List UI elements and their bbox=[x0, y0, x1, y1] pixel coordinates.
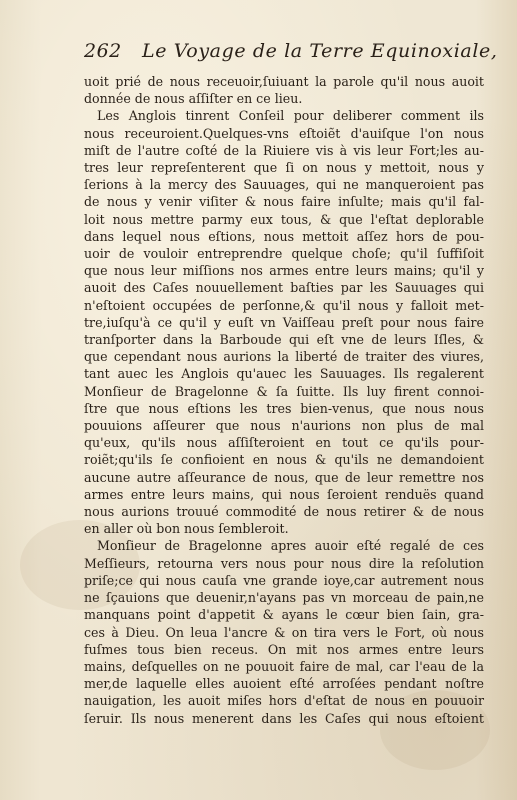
text-line: pouuions aſſeurer que nous n'aurions non plus de mal bbox=[84, 418, 484, 434]
text-line: Monſieur de Bragelonne & ſa ſuitte. Ils luy firent connoi- bbox=[84, 383, 484, 399]
text-line: priſe;ce qui nous cauſa vne grande ioye,car autrement nous bbox=[84, 572, 484, 588]
text-line: qu'eux, qu'ils nous aſſiſteroient en tout ce qu'ils pour- bbox=[84, 435, 484, 451]
text-line: Monſieur de Bragelonne apres auoir eſté regalé de ces bbox=[97, 538, 484, 554]
text-line: nauigation, les auoit miſes hors d'eſtat de nous en pouuoir bbox=[84, 693, 484, 709]
text-line: en aller où bon nous ſembleroit. bbox=[84, 521, 289, 537]
text-line: ſeruir. Ils nous menerent dans les Caſes qui nous eſtoient bbox=[84, 710, 484, 726]
text-line: nous receuroient.Quelques-vns eſtoiẽt d'auiſque l'on nous bbox=[84, 125, 484, 141]
text-line: tranſporter dans la Barboude qui eſt vne de leurs Iſles, & bbox=[84, 332, 484, 348]
paragraph bbox=[84, 107, 484, 537]
text-line: fuſmes tous bien receus. On mit nos armes entre leurs bbox=[84, 641, 484, 657]
text-line: mains, deſquelles on ne pouuoit faire de mal, car l'eau de la bbox=[84, 658, 484, 674]
page-header bbox=[84, 40, 498, 66]
text-line: armes entre leurs mains, qui nous ſeroient renduës quand bbox=[84, 486, 484, 502]
text-line: que nous leur miſſions nos armes entre leurs mains; qu'il y bbox=[84, 263, 484, 279]
body-text bbox=[84, 73, 484, 727]
text-line: que cependant nous aurions la liberté de traiter des viures, bbox=[84, 349, 484, 365]
text-line: manquans point d'appetit & ayans le cœur bien ſain, gra- bbox=[84, 607, 484, 623]
text-line: uoit prié de nous receuoir,ſuiuant la parole qu'il nous auoit bbox=[84, 74, 484, 89]
text-line: tant auec les Anglois qu'auec les Sauuages. Ils regalerent bbox=[84, 366, 484, 382]
paragraph bbox=[84, 73, 484, 107]
text-line: loit nous mettre parmy eux tous, & que l'eſtat deplorable bbox=[84, 211, 484, 227]
text-line: dans lequel nous eſtions, nous mettoit aſſez hors de pou- bbox=[84, 228, 484, 244]
text-line: mer,de laquelle elles auoient eſté arroſées pendant noſtre bbox=[84, 676, 484, 692]
text-line: uoir de vouloir entreprendre quelque choſe; qu'il ſuffiſoit bbox=[84, 246, 484, 262]
text-line: roiẽt;qu'ils ſe confioient en nous & qu'ils ne demandoient bbox=[84, 452, 484, 468]
text-line: auoit des Caſes nouuellement baſties par les Sauuages qui bbox=[84, 280, 484, 296]
text-line: ne ſçauions que deuenir,n'ayans pas vn morceau de pain,ne bbox=[84, 590, 484, 606]
text-line: ces à Dieu. On leua l'ancre & on tira vers le Fort, où nous bbox=[84, 624, 484, 640]
text-line: ſtre que nous eſtions les tres bien-venus, que nous nous bbox=[84, 400, 484, 416]
page-number: 262 bbox=[84, 40, 122, 62]
text-line: tre,iuſqu'à ce qu'il y euſt vn Vaiſſeau preſt pour nous faire bbox=[84, 314, 484, 330]
running-title: Le Voyage de la Terre Equinoxiale, bbox=[142, 40, 498, 62]
text-line: ſerions à la mercy des Sauuages, qui ne manqueroient pas bbox=[84, 177, 484, 193]
text-line: miſt de l'autre coſté de la Riuiere vis à vis leur Fort;les au- bbox=[84, 142, 484, 158]
text-line: n'eſtoient occupées de perſonne,& qu'il nous y falloit met- bbox=[84, 297, 484, 313]
text-line: donnée de nous aſſiſter en ce lieu. bbox=[84, 91, 303, 107]
text-line: de nous y venir viſiter & nous faire inſulte; mais qu'il fal- bbox=[84, 194, 484, 210]
text-line: nous aurions trouué commodité de nous retirer & de nous bbox=[84, 504, 484, 520]
text-line: Les Anglois tinrent Conſeil pour deliberer comment ils bbox=[97, 108, 484, 124]
paragraph bbox=[84, 537, 484, 726]
text-line: aucune autre aſſeurance de nous, que de leur remettre nos bbox=[84, 469, 484, 485]
text-line: Meſſieurs, retourna vers nous pour nous dire la reſolution bbox=[84, 555, 484, 571]
text-line: tres leur repreſenterent que ſi on nous y mettoit, nous y bbox=[84, 160, 484, 176]
